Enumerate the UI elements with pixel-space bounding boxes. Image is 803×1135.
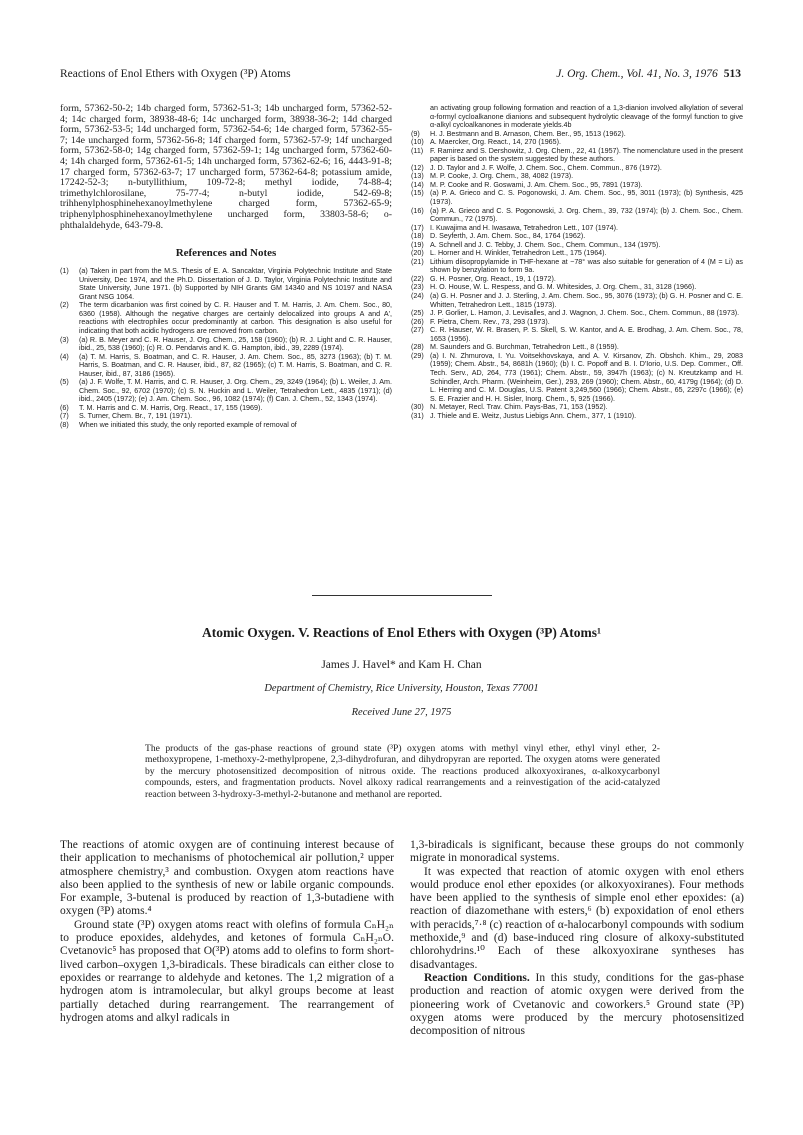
reference-item: [411, 181, 743, 190]
reference-number: (31): [411, 411, 424, 420]
reference-item: [60, 353, 392, 379]
reference-item: [411, 258, 743, 275]
reference-item: [411, 292, 743, 309]
body-paragraph: [410, 972, 744, 1038]
registry-numbers: form, 57362-50-2; 14b charged form, 57362-51-3; 14b uncharged form, 57362-52-4; 14c charged form, 38938-48-6; 14c uncharged form, 38938-36-2; 14d charged form, 57362-53-5; 14d uncharged form, 57362-54-6; 14e charged form, 57362-55-7; 14e uncharged form, 57362-56-8; 14f charged form, 57362-57-9; 14f uncharged form, 57362-58-0; 14g charged form, 57362-59-1; 14g uncharged form, 57362-60-4; 14h charged form, 57362-61-5; 14h uncharged form, 57362-62-6; 16, 4443-91-8; 17 charged form, 57362-63-7; 17 uncharged form, 57362-64-8; potassium amide, 17242-52-3; n-butyllithium, 109-72-8; methyl iodide, 74-88-4; trimethylchlorosilane, 75-77-4; n-butyl iodide, 542-69-8; trihhenylphosphinehexanoylmethylene charged form, 57362-65-9; triphenylphosphinehexanoylmethylene uncharged form, 33803-58-6; o-phthalaldehyde, 643-79-8.: [60, 104, 392, 231]
reference-number: (16): [411, 206, 424, 215]
reference-number: (5): [60, 378, 69, 387]
reference-text: A. Maercker, Org. React., 14, 270 (1965).: [430, 138, 561, 147]
reference-text: The term dicarbanion was first coined by C. R. Hauser and T. M. Harris, J. Am. Chem. Soc., 80, 6360 (1958). Although the negative charges are certainly delocalized into groups A and A', reactions with electrophiles occur predominantly at carbon. This designation is also useful for indicating that both acidic hydrogens are removed from carbon.: [79, 301, 392, 335]
body-paragraph: 1,3-biradicals is significant, because these groups do not commonly migrate in monoradical systems.: [410, 839, 744, 865]
reference-text: L. Horner and H. Winkler, Tetrahedron Lett., 175 (1964).: [430, 249, 607, 258]
reference-number: (21): [411, 257, 424, 266]
reference-item: [60, 412, 392, 421]
reference-item: [60, 267, 392, 301]
top-right-column: [411, 104, 743, 420]
reference-number: (19): [411, 240, 424, 249]
reference-text: When we initiated this study, the only reported example of removal of: [79, 420, 297, 429]
reference-text: F. Ramirez and S. Dershowitz, J. Org. Chem., 22, 41 (1957). The nomenclature used in the present paper is based on the system suggested by these authors.: [430, 146, 743, 164]
reference-item: [411, 309, 743, 318]
reference-text: M. P. Cooke, J. Org. Chem., 38, 4082 (1973).: [430, 172, 574, 181]
reference-item: [411, 275, 743, 284]
reference-item: [411, 189, 743, 206]
reference-item: [411, 343, 743, 352]
reference-item: [411, 326, 743, 343]
reference-text: (a) I. N. Zhmurova, I. Yu. Voitsekhovskaya, and A. V. Kirsanov, Zh. Obshch. Khim., 29, 2083 (1959); Chem. Abstr., 54, 8681h (1960); (b) I. C. Popoff and B. I. D'Iorio, U.S. Dep. Commer., Off. Tech. Serv., AD, 264, 773 (1961); Chem. Abstr., 59, 3947h (1963); (c) N. Kreutzkamp and H. Schindler, Arch. Pharm. (Weinheim, Ger.), 293, 269 (1960); Chem. Abstr., 60, 4179g (1964); (d) D. L. Herring and C. M. Douglas, U.S. Patent 3,249,560 (1966); Chem. Abstr., 65, 2297c (1966); (e) S. E. Frazier and H. H. Sisler, Inorg. Chem., 5, 925 (1966).: [430, 351, 743, 403]
reference-text: (a) J. F. Wolfe, T. M. Harris, and C. R. Hauser, J. Org. Chem., 29, 3249 (1964); (b) L. Weiler, J. Am. Chem. Soc., 92, 6702 (1970); (c) S. N. Huckin and L. Weiler, Tetrahedron Lett., 4835 (1971); (d) ibid., 2405 (1972); (e) J. Am. Chem. Soc., 96, 1082 (1974); (f) Can. J. Chem., 52, 1343 (1974).: [79, 378, 392, 404]
references-list-right: [411, 104, 743, 420]
reference-item: [60, 301, 392, 335]
reference-number: (10): [411, 138, 424, 147]
top-left-column: [60, 104, 392, 430]
reference-number: [411, 104, 430, 130]
reference-number: (8): [60, 420, 69, 429]
reference-text: (a) T. M. Harris, S. Boatman, and C. R. Hauser, J. Am. Chem. Soc., 85, 3273 (1963); (b) T. M. Harris, S. Boatman, and C. R. Hauser, ibid., 87, 82 (1965); (c) T. M. Harris, S. Boatman, and C. R. Hauser, ibid., 87, 3186 (1965).: [79, 352, 392, 378]
reference-item: [411, 249, 743, 258]
abstract: The products of the gas-phase reactions of ground state (³P) oxygen atoms with methyl vinyl ether, ethyl vinyl ether, 2-methoxypropene, 1-methoxy-2-methylpropene, 2,3-dihydrofuran, and dihydropyran are reported. The oxygen atoms were generated by the mercury photosensitized decomposition of nitrous oxide. The reactions produced alkoxyoxiranes, α-alkoxycarbonyl compounds, esters, and fragmentation products. Novel alkoxy radical rearrangements and a reinvestigation of the acid-catalyzed reaction between 3-hydroxy-3-methyl-2-butanone and methanol are reported.: [145, 743, 660, 800]
reference-text: I. Kuwajima and H. Iwasawa, Tetrahedron Lett., 107 (1974).: [430, 223, 619, 232]
reference-text: N. Metayer, Recl. Trav. Chim. Pays-Bas, 71, 153 (1952).: [430, 403, 608, 412]
reference-text: T. M. Harris and C. M. Harris, Org. React., 17, 155 (1969).: [79, 403, 263, 412]
page-number: 513: [723, 68, 741, 80]
reference-text: M. P. Cooke and R. Goswami, J. Am. Chem. Soc., 95, 7891 (1973).: [430, 180, 643, 189]
reference-text: an activating group following formation and reaction of a 1,3-dianion involved alkylation of several α-formyl cycloalkanone dianions and subsequent hydrolytic cleavage of the formyl function to give α-alkyl cycloalkanones in moderate yields.4b: [430, 104, 743, 130]
running-header-title: Reactions of Enol Ethers with Oxygen (³P) Atoms: [60, 68, 291, 80]
reference-number: (12): [411, 163, 424, 172]
reference-item: [411, 318, 743, 327]
reference-number: (15): [411, 189, 424, 198]
reference-item: [411, 224, 743, 233]
reference-number: (14): [411, 180, 424, 189]
reference-text: C. R. Hauser, W. R. Brasen, P. S. Skell, S. W. Kantor, and A. E. Brodhag, J. Am. Chem. Soc., 78, 1653 (1956).: [430, 326, 743, 343]
reference-text: A. Schnell and J. C. Tebby, J. Chem. Soc., Chem. Commun., 134 (1975).: [430, 240, 661, 249]
reference-number: (17): [411, 223, 424, 232]
reference-text: S. Turner, Chem. Br., 7, 191 (1971).: [79, 412, 193, 421]
reference-number: (23): [411, 283, 424, 292]
body-paragraph: The reactions of atomic oxygen are of continuing interest because of their application to mechanisms of photochemical air pollution,² upper atmosphere chemistry,³ and combustion. Oxygen atom reactions have also been applied to the synthesis of new or labile organic compounds. For example, 3-butenal is produced by reaction of 1,3-butadiene with oxygen (³P) atoms.⁴: [60, 839, 394, 918]
reference-number: (29): [411, 351, 424, 360]
reference-text: (a) P. A. Grieco and C. S. Pogonowski, J. Org. Chem., 39, 732 (1974); (b) J. Chem. Soc., Chem. Commun., 72 (1975).: [430, 206, 743, 224]
reference-item: [411, 104, 743, 130]
reference-number: (7): [60, 412, 69, 421]
reference-number: (6): [60, 403, 69, 412]
body-text: In this study, conditions for the gas-phase production and reaction of atomic oxygen were derived from the pioneering work of Cvetanovic and coworkers.⁵ Ground state (³P) oxygen atoms were produced by the mercury photosensitized decomposition of nitrous: [410, 971, 744, 1038]
references-list-left: [60, 267, 392, 429]
reference-item: [60, 404, 392, 413]
reference-text: (a) P. A. Grieco and C. S. Pogonowski, J. Am. Chem. Soc., 95, 3011 (1973); (b) Synthesis, 425 (1973).: [430, 189, 743, 207]
reference-number: (22): [411, 274, 424, 283]
author-affiliation: Department of Chemistry, Rice University, Houston, Texas 77001: [264, 683, 539, 694]
reference-item: [411, 283, 743, 292]
reference-number: (9): [411, 129, 420, 138]
reference-item: [411, 232, 743, 241]
received-date: Received June 27, 1975: [351, 707, 452, 718]
reference-number: (4): [60, 352, 69, 361]
journal-citation: J. Org. Chem., Vol. 41, No. 3, 1976: [556, 68, 718, 80]
reference-text: Lithium diisopropylamide in THF-hexane at −78° was also suitable for generation of 4 (M = Li) as shown by benzylation to form 9a.: [430, 257, 743, 275]
reference-text: (a) R. B. Meyer and C. R. Hauser, J. Org. Chem., 25, 158 (1960); (b) R. J. Light and C. R. Hauser, ibid., 25, 538 (1960); (c) R. O. Pendarvis and K. G. Hampton, ibid., 39, 2289 (1974).: [79, 335, 392, 353]
reference-number: (13): [411, 172, 424, 181]
reference-number: (25): [411, 309, 424, 318]
reference-item: [60, 336, 392, 353]
reference-item: [60, 378, 392, 404]
reference-number: (2): [60, 301, 69, 310]
reference-text: M. Saunders and G. Burchman, Tetrahedron Lett., 8 (1959).: [430, 343, 619, 352]
references-heading: References and Notes: [175, 247, 277, 260]
reference-text: H. J. Bestmann and B. Arnason, Chem. Ber., 95, 1513 (1962).: [430, 129, 626, 138]
reference-item: [411, 403, 743, 412]
reference-number: (30): [411, 403, 424, 412]
body-paragraph: It was expected that reaction of atomic oxygen with enol ethers would produce enol ether epoxides (or alkoxyoxiranes). Four methods have been applied to the synthesis of simple enol ether epoxides: (a) reaction of diazomethane with esters,⁶ (b) expoxidation of enol ethers with peracids,⁷·⁸ (c) reaction of α-halocarbonyl compounds with sodium methoxide,⁹ and (d) base-induced ring closure of alkoxy-substituted chlorohydrins.¹⁰ Each of these alkoxyoxirane syntheses has disadvantages.: [410, 865, 744, 971]
reference-text: J. Thiele and E. Weitz, Justus Liebigs Ann. Chem., 377, 1 (1910).: [430, 411, 637, 420]
reference-text: J. P. Gorlier, L. Hamon, J. Levisalles, and J. Wagnon, J. Chem. Soc., Chem. Commun., 88 (1973).: [430, 309, 740, 318]
body-left-column: [60, 839, 394, 1025]
reference-item: [411, 164, 743, 173]
reference-item: [411, 352, 743, 403]
reference-item: [411, 241, 743, 250]
reference-item: [411, 130, 743, 139]
body-right-column: [410, 839, 744, 1038]
reference-number: (26): [411, 317, 424, 326]
body-paragraph: Ground state (³P) oxygen atoms react with olefins of formula CₙH₂ₙ to produce epoxides, aldehydes, and ketones of formula CₙH₂ₙO. Cvetanovic⁵ has proposed that O(³P) atoms add to olefins to form short-lived carbon–oxygen 1,3-biradicals. These biradicals can either close to epoxides or rearrange to aldehyde and ketones. The 1,2 migration of a hydrogen atom is intramolecular, but alkyl groups become at least partially detached during rearrangement. The rearrangement of hydrogen atoms and alkyl radicals in: [60, 918, 394, 1024]
section-divider: [312, 595, 492, 596]
run-in-heading: Reaction Conditions.: [424, 971, 530, 984]
reference-item: [411, 138, 743, 147]
reference-number: (27): [411, 326, 424, 335]
running-header-journal: [556, 68, 741, 80]
reference-text: H. O. House, W. L. Respess, and G. M. Whitesides, J. Org. Chem., 31, 3128 (1966).: [430, 283, 697, 292]
reference-text: J. D. Taylor and J. F. Wolfe, J. Chem. Soc., Chem. Commun., 876 (1972).: [430, 163, 662, 172]
article-title: Atomic Oxygen. V. Reactions of Enol Ethers with Oxygen (³P) Atoms¹: [201, 625, 602, 640]
reference-item: [411, 412, 743, 421]
reference-number: (20): [411, 249, 424, 258]
reference-text: G. H. Posner, Org. React., 19, 1 (1972).: [430, 274, 556, 283]
reference-item: [411, 172, 743, 181]
reference-number: (24): [411, 292, 424, 301]
reference-number: (3): [60, 335, 69, 344]
reference-item: [411, 207, 743, 224]
reference-item: [411, 147, 743, 164]
reference-number: (28): [411, 343, 424, 352]
reference-number: (11): [411, 146, 424, 155]
reference-text: D. Seyferth, J. Am. Chem. Soc., 84, 1764 (1962).: [430, 232, 586, 241]
article-authors: James J. Havel* and Kam H. Chan: [321, 659, 482, 671]
reference-text: F. Pietra, Chem. Rev., 73, 293 (1973).: [430, 317, 550, 326]
reference-number: (1): [60, 267, 69, 276]
reference-text: (a) Taken in part from the M.S. Thesis of E. A. Sancaktar, Virginia Polytechnic Institute and State University, Dec 1974, and the Ph.D. Dissertation of J. D. Taylor, Virginia Polytechnic Institute and State University, June 1971. (b) Supported by NIH Grants GM 14340 and NS 10197 and NASA Grant NSG 1064.: [79, 267, 392, 301]
reference-item: [60, 421, 392, 430]
reference-text: (a) G. H. Posner and J. J. Sterling, J. Am. Chem. Soc., 95, 3076 (1973); (b) G. H. Posner and C. E. Whitten, Tetrahedron Lett., 1815 (1973).: [430, 292, 743, 309]
reference-number: (18): [411, 232, 424, 241]
